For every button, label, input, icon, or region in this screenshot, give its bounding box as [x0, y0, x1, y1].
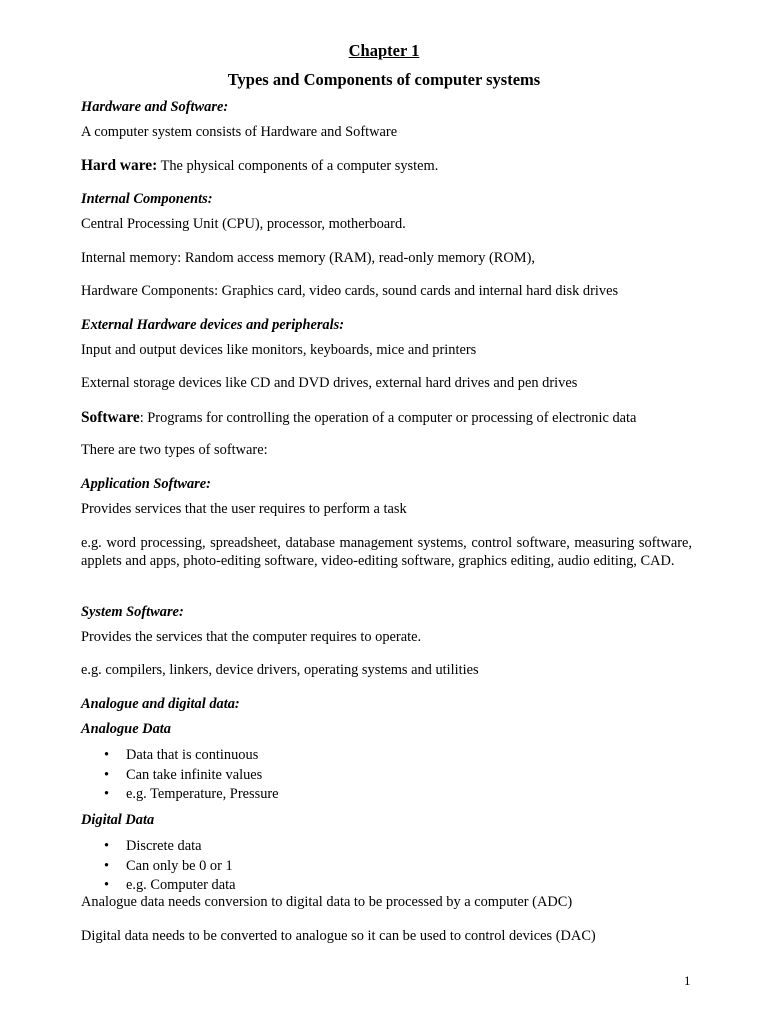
bullet-icon: •	[104, 877, 110, 893]
chapter-heading: Chapter 1	[348, 41, 420, 60]
hardware-term: Hard ware:	[81, 157, 158, 174]
list-item: • Can take infinite values	[104, 766, 263, 783]
page-title: Types and Components of computer systems	[227, 70, 541, 89]
two-types-text: There are two types of software:	[81, 442, 268, 458]
bullet-icon: •	[104, 766, 110, 783]
external-storage-text: External storage devices like CD and DVD drives, external hard drives and pen drives	[81, 375, 578, 391]
internal-cpu-text: Central Processing Unit (CPU), processor, motherboard.	[81, 216, 406, 232]
system-software-text: Provides the services that the computer requires to operate.	[81, 629, 422, 645]
page-number: 1	[684, 973, 691, 988]
hardware-components-text: Hardware Components: Graphics card, video cards, sound cards and internal hard disk drives	[81, 283, 619, 299]
hardware-definition-text: The physical components of a computer system.	[157, 158, 439, 174]
analogue-digital-heading: Analogue and digital data:	[81, 696, 240, 712]
internal-memory-text: Internal memory: Random access memory (RAM), read-only memory (ROM),	[81, 250, 535, 266]
bullet-icon: •	[104, 857, 110, 874]
software-definition-text: : Programs for controlling the operation of a computer or processing of electronic data	[139, 410, 637, 426]
bullet-icon: •	[104, 747, 110, 763]
system-software-heading: System Software:	[81, 604, 184, 620]
list-item: • e.g. Temperature, Pressure	[104, 786, 279, 802]
adc-text: Analogue data needs conversion to digital data to be processed by a computer (ADC)	[81, 894, 573, 910]
hardware-definition	[81, 157, 438, 175]
bullet-icon: •	[104, 838, 110, 854]
hardware-software-text: A computer system consists of Hardware and Software	[81, 124, 398, 140]
external-io-text: Input and output devices like monitors, keyboards, mice and printers	[81, 342, 477, 358]
software-definition	[81, 409, 636, 427]
list-item: • e.g. Computer data	[104, 877, 236, 893]
analogue-data-heading: Analogue Data	[81, 721, 171, 737]
digital-bullet-list	[104, 838, 236, 897]
digital-data-heading: Digital Data	[81, 812, 155, 828]
list-item: • Discrete data	[104, 838, 202, 854]
application-software-heading: Application Software:	[81, 476, 211, 492]
dac-text: Digital data needs to be converted to analogue so it can be used to control devices (DAC)	[81, 928, 596, 944]
application-software-text: Provides services that the user requires to perform a task	[81, 501, 407, 517]
system-software-examples: e.g. compilers, linkers, device drivers, operating systems and utilities	[81, 662, 479, 678]
external-hardware-heading: External Hardware devices and peripherals:	[81, 317, 345, 333]
hardware-software-heading: Hardware and Software:	[81, 99, 229, 115]
application-software-examples: e.g. word processing, spreadsheet, database management systems, control software, measuring software, applets and apps, photo-editing software, video-editing software, graphics editing, audio editing, CAD.	[81, 535, 692, 570]
list-item: • Data that is continuous	[104, 747, 259, 763]
bullet-icon: •	[104, 786, 110, 802]
internal-components-heading: Internal Components:	[81, 191, 213, 207]
software-term: Software	[81, 409, 140, 426]
analogue-bullet-list	[104, 747, 279, 806]
list-item: • Can only be 0 or 1	[104, 857, 233, 874]
